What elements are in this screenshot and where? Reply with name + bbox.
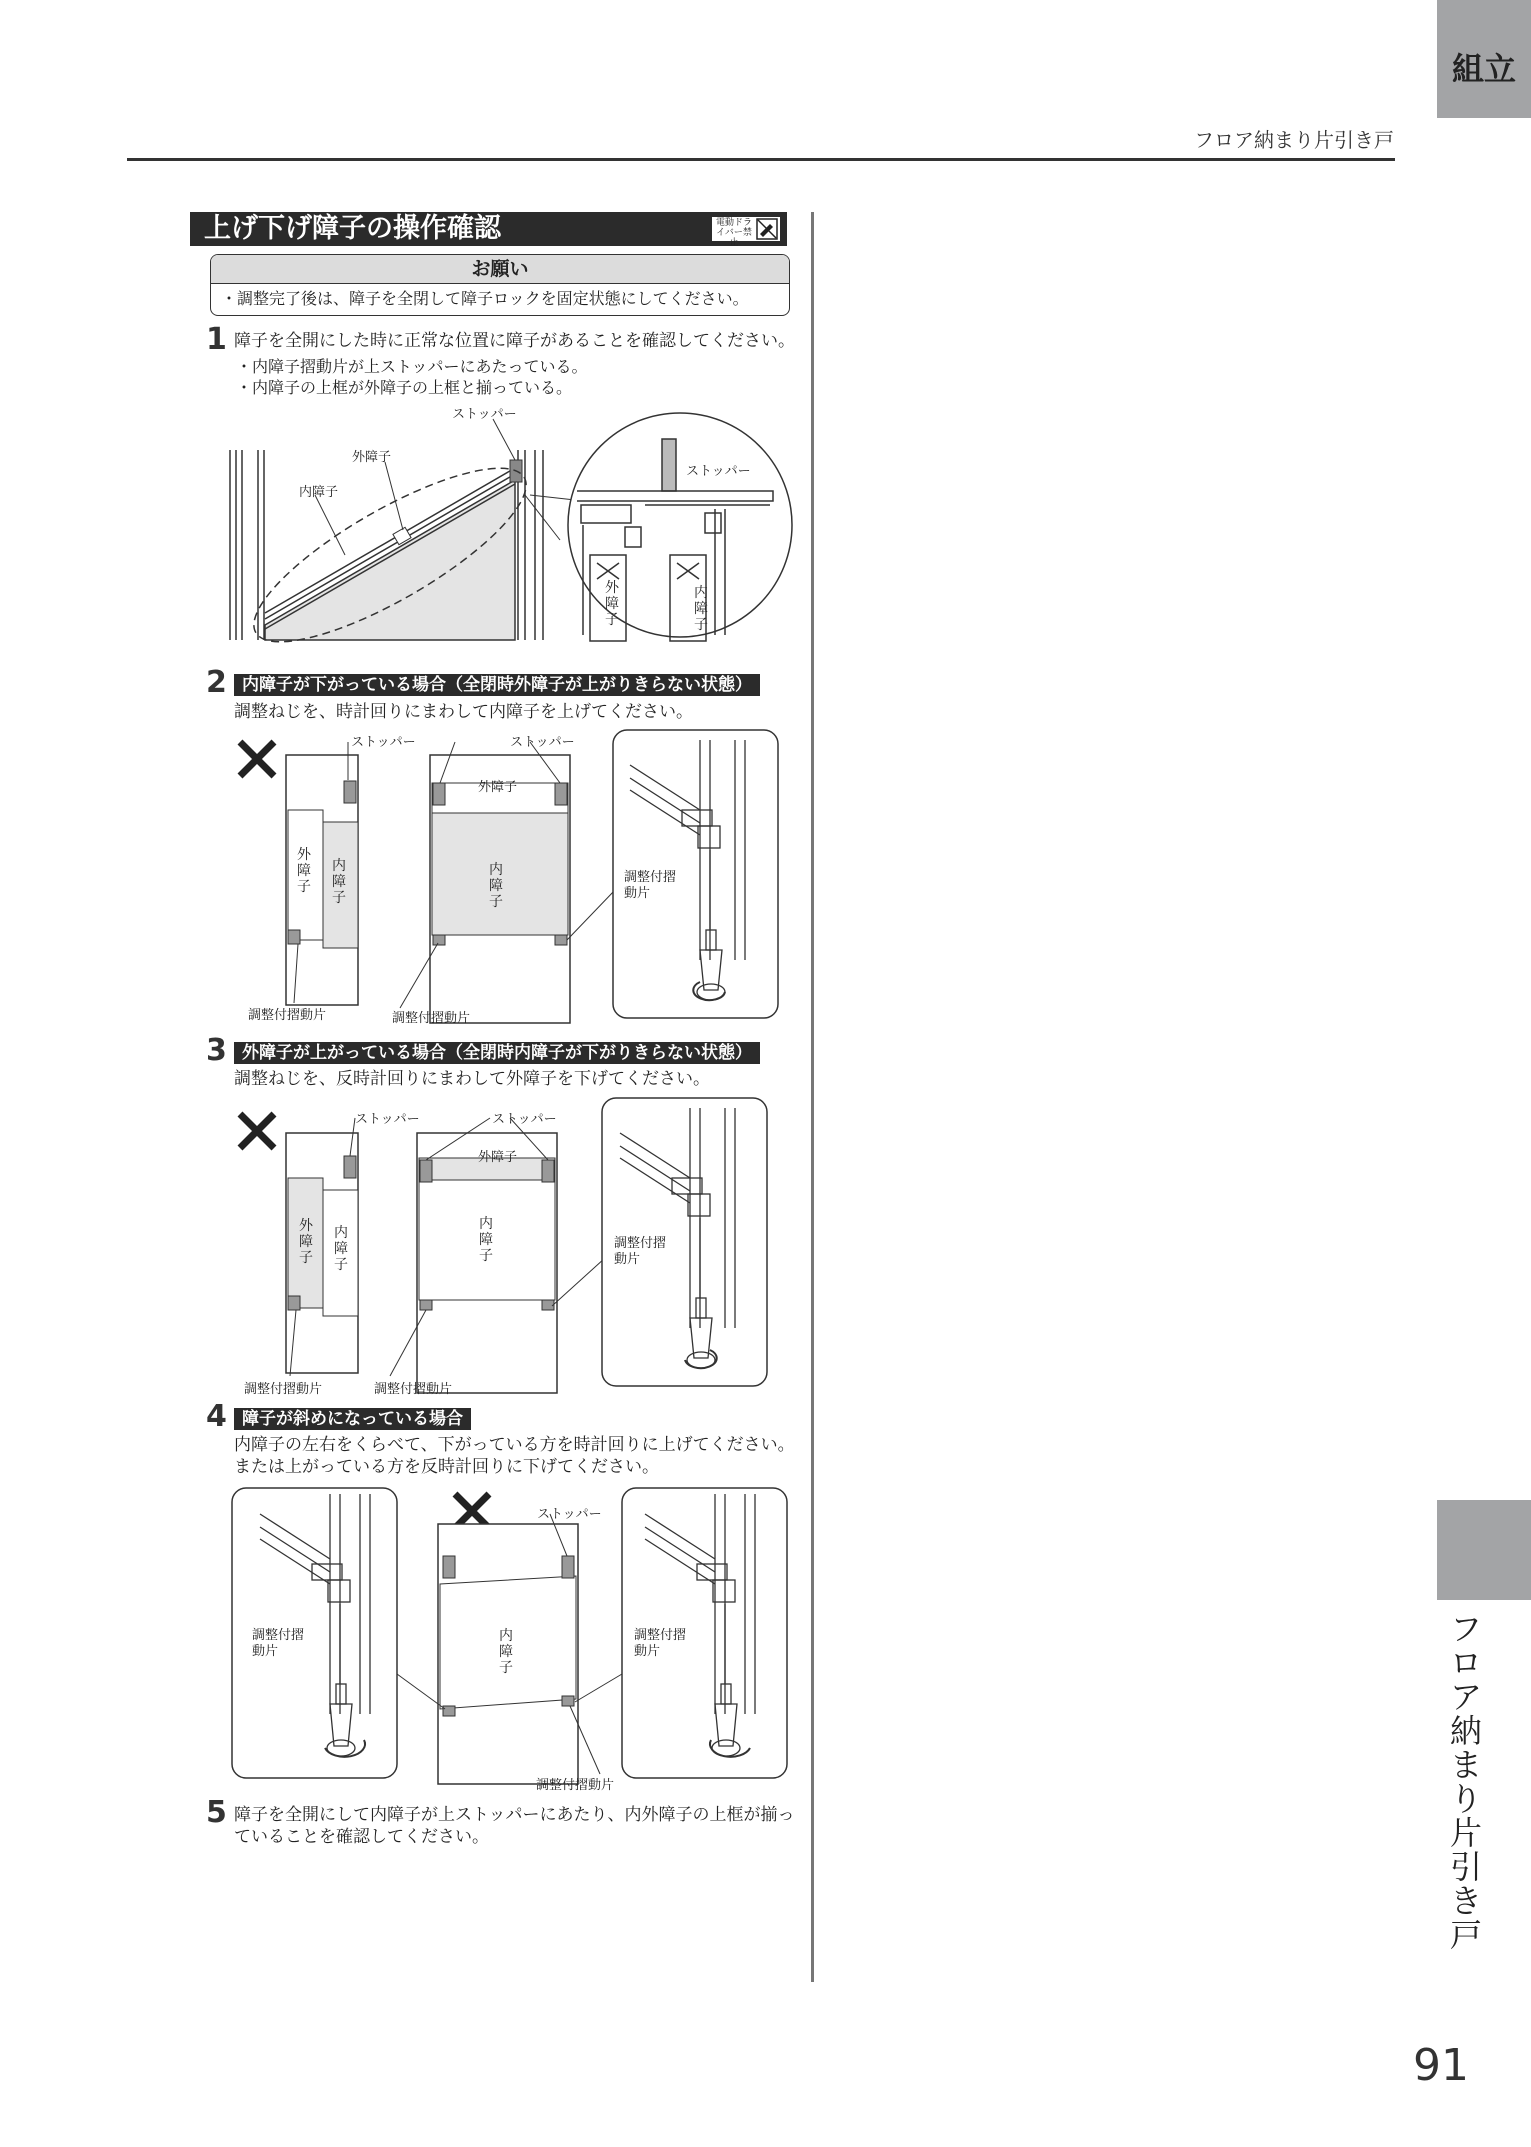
step-3-outer-label: 外障子 xyxy=(478,1150,518,1165)
badge-label: 電動ドライバー禁止 xyxy=(715,218,752,248)
step-3-slider-left-label: 調整付摺動片 xyxy=(244,1382,323,1397)
step-4-slider-right-label: 調整付摺動片 xyxy=(634,1628,687,1659)
step-1-outer-label: 外障子 xyxy=(352,450,392,465)
section-tab-label: 組立 xyxy=(1451,50,1516,88)
no-driver-icon xyxy=(756,218,778,240)
step-2-heading: 内障子が下がっている場合（全閉時外障子が上がりきらない状態） xyxy=(234,674,760,696)
step-1-number: 1 xyxy=(206,322,227,357)
step-2-stopper-left-label: ストッパー xyxy=(351,735,416,750)
step-2-slider-right-label: 調整付摺動片 xyxy=(392,1011,471,1026)
step-2-outer-v-label: 外障子 xyxy=(297,847,311,895)
step-4-text-2: または上がっている方を反時計回りに下げてください。 xyxy=(234,1457,659,1477)
step-4-stopper-label: ストッパー xyxy=(537,1507,602,1522)
step-1-stopper-label: ストッパー xyxy=(452,407,517,422)
step-2-inner-big-label: 内障子 xyxy=(489,862,503,910)
step-3-stopper-left-label: ストッパー xyxy=(355,1112,420,1127)
step-1-bullet-1: ・内障子摺動片が上ストッパーにあたっている。 xyxy=(236,357,588,376)
step-3-inner-big-label: 内障子 xyxy=(479,1216,493,1264)
step-2-number: 2 xyxy=(206,665,227,700)
step-2-stopper-right-label: ストッパー xyxy=(510,735,575,750)
step-4-number: 4 xyxy=(206,1399,227,1434)
notice-text: ・調整完了後は、障子を全閉して障子ロックを固定状態にしてください。 xyxy=(221,289,749,308)
header-title: フロア納まり片引き戸 xyxy=(1194,128,1394,152)
step-1-bullet-2: ・内障子の上框が外障子の上框と揃っている。 xyxy=(236,378,573,397)
step-1-detail-inner-label: 内障子 xyxy=(694,585,708,633)
step-2-text: 調整ねじを、時計回りにまわして内障子を上げてください。 xyxy=(234,702,693,722)
step-1-text: 障子を全開にした時に正常な位置に障子があることを確認してください。 xyxy=(234,331,795,351)
step-3-inner-v-label: 内障子 xyxy=(334,1225,348,1273)
step-4-heading: 障子が斜めになっている場合 xyxy=(234,1408,471,1430)
step-2-slider-detail-label: 調整付摺動片 xyxy=(624,870,677,901)
step-2-slider-left-label: 調整付摺動片 xyxy=(248,1008,327,1023)
step-1-inner-label: 内障子 xyxy=(299,485,339,500)
step-2-figure xyxy=(230,730,790,1020)
step-3-outer-v-label: 外障子 xyxy=(299,1218,313,1266)
step-5-number: 5 xyxy=(206,1795,227,1830)
header-rule xyxy=(127,158,1395,161)
step-3-ng-mark xyxy=(240,1114,274,1148)
step-4-text-1: 内障子の左右をくらべて、下がっている方を時計回りに上げてください。 xyxy=(234,1435,795,1455)
step-4-slider-bottom-label: 調整付摺動片 xyxy=(536,1778,615,1793)
step-5-text-2: ていることを確認してください。 xyxy=(234,1827,489,1847)
step-1-figure xyxy=(225,405,795,645)
step-2-inner-v-label: 内障子 xyxy=(332,858,346,906)
step-4-inner-big-label: 内障子 xyxy=(499,1628,513,1676)
step-3-slider-right-label: 調整付摺動片 xyxy=(374,1382,453,1397)
page-number: 91 xyxy=(1413,2040,1469,2091)
column-divider xyxy=(811,212,814,1982)
step-3-figure xyxy=(230,1098,790,1388)
step-1-detail-stopper-label: ストッパー xyxy=(686,464,751,479)
step-3-slider-detail-label: 調整付摺動片 xyxy=(614,1236,667,1267)
step-2-ng-mark xyxy=(240,742,274,776)
step-4-ng-mark xyxy=(455,1494,489,1528)
section-tab xyxy=(1437,0,1531,118)
section-title: 上げ下げ障子の操作確認 xyxy=(204,213,501,244)
step-3-text: 調整ねじを、反時計回りにまわして外障子を下げてください。 xyxy=(234,1069,710,1089)
step-5-text-1: 障子を全開にして内障子が上ストッパーにあたり、内外障子の上框が揃っ xyxy=(234,1805,795,1825)
step-3-stopper-right-label: ストッパー xyxy=(492,1112,557,1127)
side-tab xyxy=(1437,1500,1531,1600)
step-3-heading: 外障子が上がっている場合（全閉時内障子が下がりきらない状態） xyxy=(234,1042,760,1064)
step-1-detail-outer-label: 外障子 xyxy=(605,580,619,628)
notice-box xyxy=(210,254,790,316)
step-4-slider-left-label: 調整付摺動片 xyxy=(252,1628,305,1659)
step-3-number: 3 xyxy=(206,1033,227,1068)
side-label: フロア納まり片引き戸 xyxy=(1450,1610,1483,1954)
notice-heading: お願い xyxy=(211,255,789,284)
step-2-outer-label: 外障子 xyxy=(478,780,518,795)
